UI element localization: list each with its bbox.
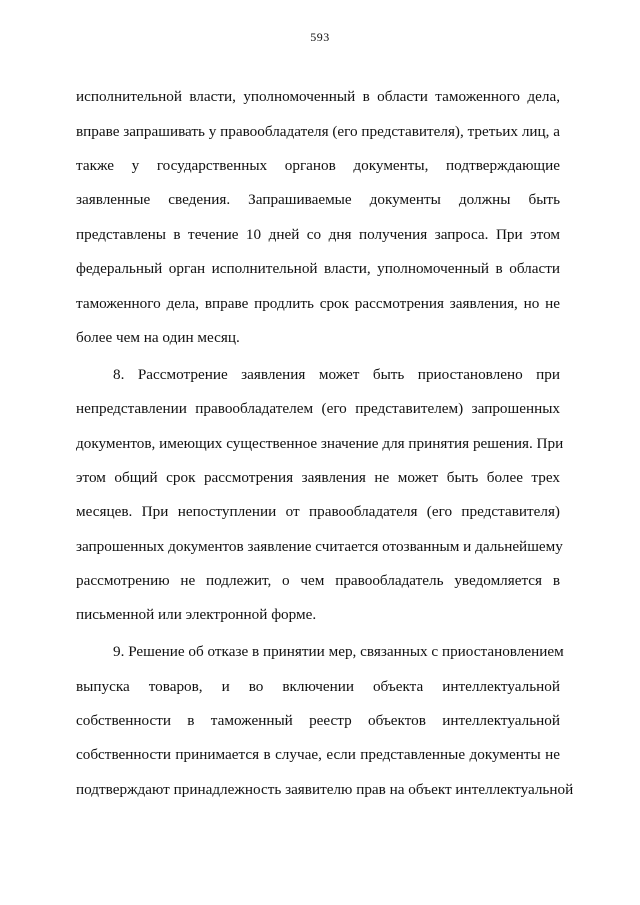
text-line: выпуска товаров, и во включении объекта интеллектуальной (76, 678, 560, 695)
text-line: подтверждают принадлежность заявителю прав на объект интеллектуальной (76, 781, 574, 798)
paragraph-8-first-line: 8. Рассмотрение заявления может быть приостановлено при (113, 366, 560, 383)
text-line: таможенного дела, вправе продлить срок рассмотрения заявления, но не (76, 295, 560, 312)
text-line: письменной или электронной форме. (76, 606, 317, 623)
text-line: исполнительной власти, уполномоченный в области таможенного дела, (76, 88, 560, 105)
page-number: 593 (310, 30, 330, 44)
text-line: вправе запрашивать у правообладателя (его представителя), третьих лиц, а (76, 123, 560, 140)
text-line: непредставлении правообладателем (его представителем) запрошенных (76, 400, 560, 417)
text-line: более чем на один месяц. (76, 329, 240, 346)
text-line: рассмотрению не подлежит, о чем правообладатель уведомляется в (76, 572, 560, 589)
text-line: месяцев. При непоступлении от правообладателя (его представителя) (76, 503, 560, 520)
text-line: заявленные сведения. Запрашиваемые документы должны быть (76, 191, 560, 208)
text-line: также у государственных органов документы, подтверждающие (76, 157, 560, 174)
text-line: этом общий срок рассмотрения заявления не может быть более трех (76, 469, 560, 486)
text-line: федеральный орган исполнительной власти, уполномоченный в области (76, 260, 560, 277)
text-line: собственности в таможенный реестр объектов интеллектуальной (76, 712, 560, 729)
text-line: запрошенных документов заявление считается отозванным и дальнейшему (76, 538, 563, 555)
text-line: представлены в течение 10 дней со дня получения запроса. При этом (76, 226, 560, 243)
text-line: документов, имеющих существенное значение для принятия решения. При (76, 435, 564, 452)
paragraph-9-first-line: 9. Решение об отказе в принятии мер, связанных с приостановлением (113, 643, 564, 660)
text-line: собственности принимается в случае, если представленные документы не (76, 746, 560, 763)
